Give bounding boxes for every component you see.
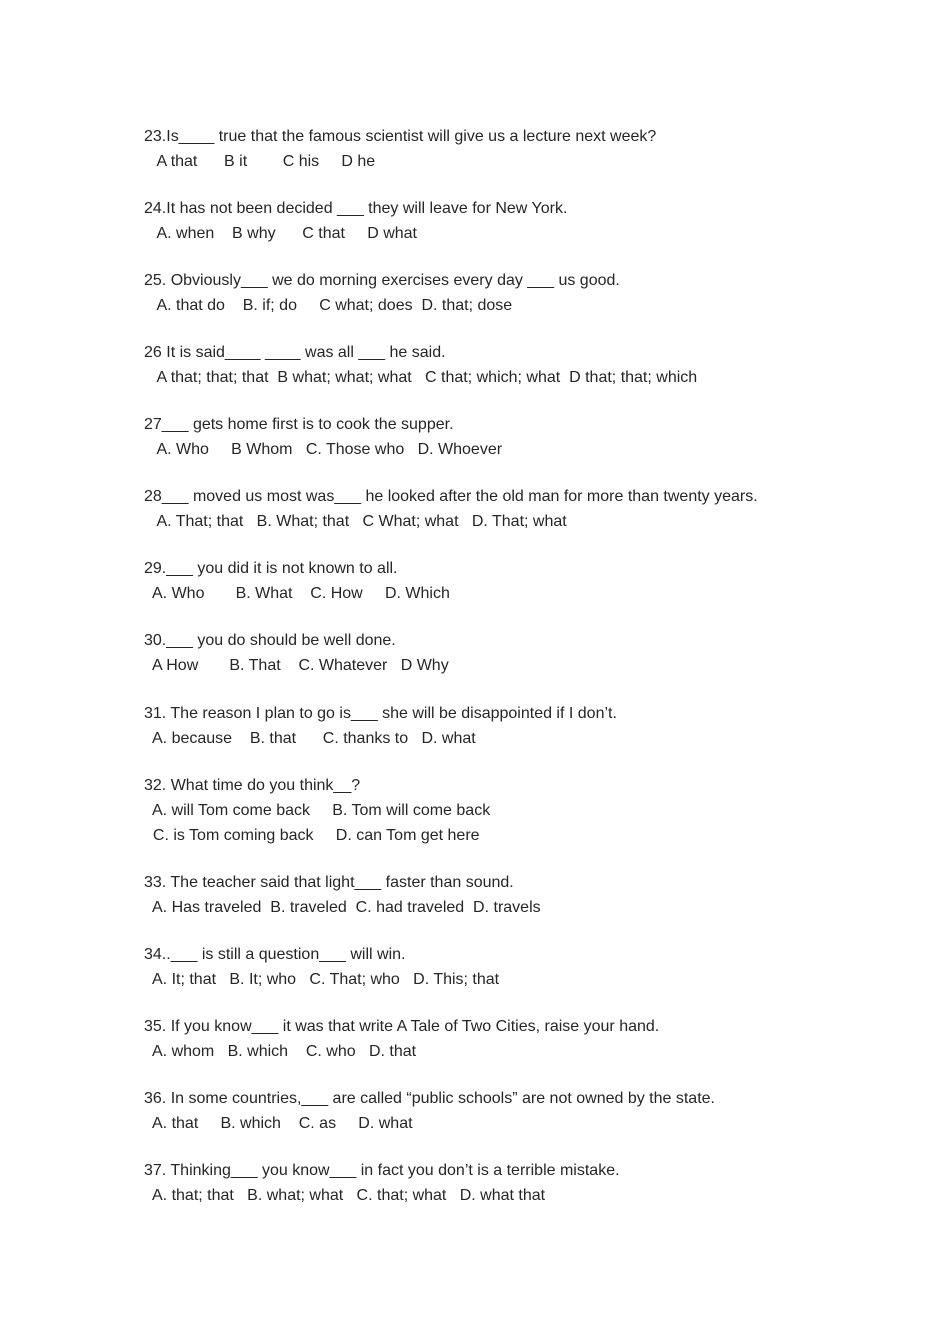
question-stem: 33. The teacher said that light___ faster than sound. xyxy=(144,874,514,891)
question-35 xyxy=(144,1014,924,1064)
question-37 xyxy=(144,1158,924,1208)
question-options: A. that; that B. what; what C. that; what D. what that xyxy=(144,1187,546,1204)
question-stem: 23.Is____ true that the famous scientist will give us a lecture next week? xyxy=(144,128,657,145)
question-27 xyxy=(144,412,924,462)
question-options: A. whom B. which C. who D. that xyxy=(144,1043,417,1060)
question-30 xyxy=(144,628,924,678)
question-36 xyxy=(144,1086,924,1136)
question-stem: 24.It has not been decided ___ they will leave for New York. xyxy=(144,200,568,217)
question-stem: 35. If you know___ it was that write A Tale of Two Cities, raise your hand. xyxy=(144,1018,660,1035)
question-options: A. That; that B. What; that C What; what D. That; what xyxy=(144,513,567,530)
question-options: A. will Tom come back B. Tom will come back xyxy=(144,802,491,819)
question-stem: 32. What time do you think__? xyxy=(144,777,361,794)
question-stem: 26 It is said____ ____ was all ___ he said. xyxy=(144,344,446,361)
question-24 xyxy=(144,196,924,246)
question-34 xyxy=(144,942,924,992)
question-25 xyxy=(144,268,924,318)
question-32 xyxy=(144,773,924,848)
question-options: A that B it C his D he xyxy=(144,153,376,170)
question-31 xyxy=(144,701,924,751)
question-stem: 31. The reason I plan to go is___ she will be disappointed if I don’t. xyxy=(144,705,617,722)
question-33 xyxy=(144,870,924,920)
question-stem: 25. Obviously___ we do morning exercises every day ___ us good. xyxy=(144,272,620,289)
question-options: A. because B. that C. thanks to D. what xyxy=(144,730,476,747)
question-options: A. that do B. if; do C what; does D. that; dose xyxy=(144,297,513,314)
question-options: C. is Tom coming back D. can Tom get here xyxy=(144,827,480,844)
question-23 xyxy=(144,124,924,174)
question-stem: 30.___ you do should be well done. xyxy=(144,632,396,649)
question-stem: 27___ gets home first is to cook the supper. xyxy=(144,416,454,433)
question-options: A. Who B Whom C. Those who D. Whoever xyxy=(144,441,503,458)
question-options: A. Who B. What C. How D. Which xyxy=(144,585,450,602)
question-options: A How B. That C. Whatever D Why xyxy=(144,657,449,674)
question-28 xyxy=(144,484,924,534)
question-stem: 29.___ you did it is not known to all. xyxy=(144,560,398,577)
question-options: A. It; that B. It; who C. That; who D. This; that xyxy=(144,971,500,988)
question-stem: 34..___ is still a question___ will win. xyxy=(144,946,406,963)
question-stem: 36. In some countries,___ are called “public schools” are not owned by the state. xyxy=(144,1090,715,1107)
question-26 xyxy=(144,340,924,390)
question-options: A. when B why C that D what xyxy=(144,225,417,242)
question-options: A. Has traveled B. traveled C. had traveled D. travels xyxy=(144,899,541,916)
question-stem: 37. Thinking___ you know___ in fact you don’t is a terrible mistake. xyxy=(144,1162,620,1179)
question-options: A. that B. which C. as D. what xyxy=(144,1115,413,1132)
question-stem: 28___ moved us most was___ he looked after the old man for more than twenty years. xyxy=(144,488,758,505)
question-29 xyxy=(144,556,924,606)
question-options: A that; that; that B what; what; what C that; which; what D that; that; which xyxy=(144,369,698,386)
